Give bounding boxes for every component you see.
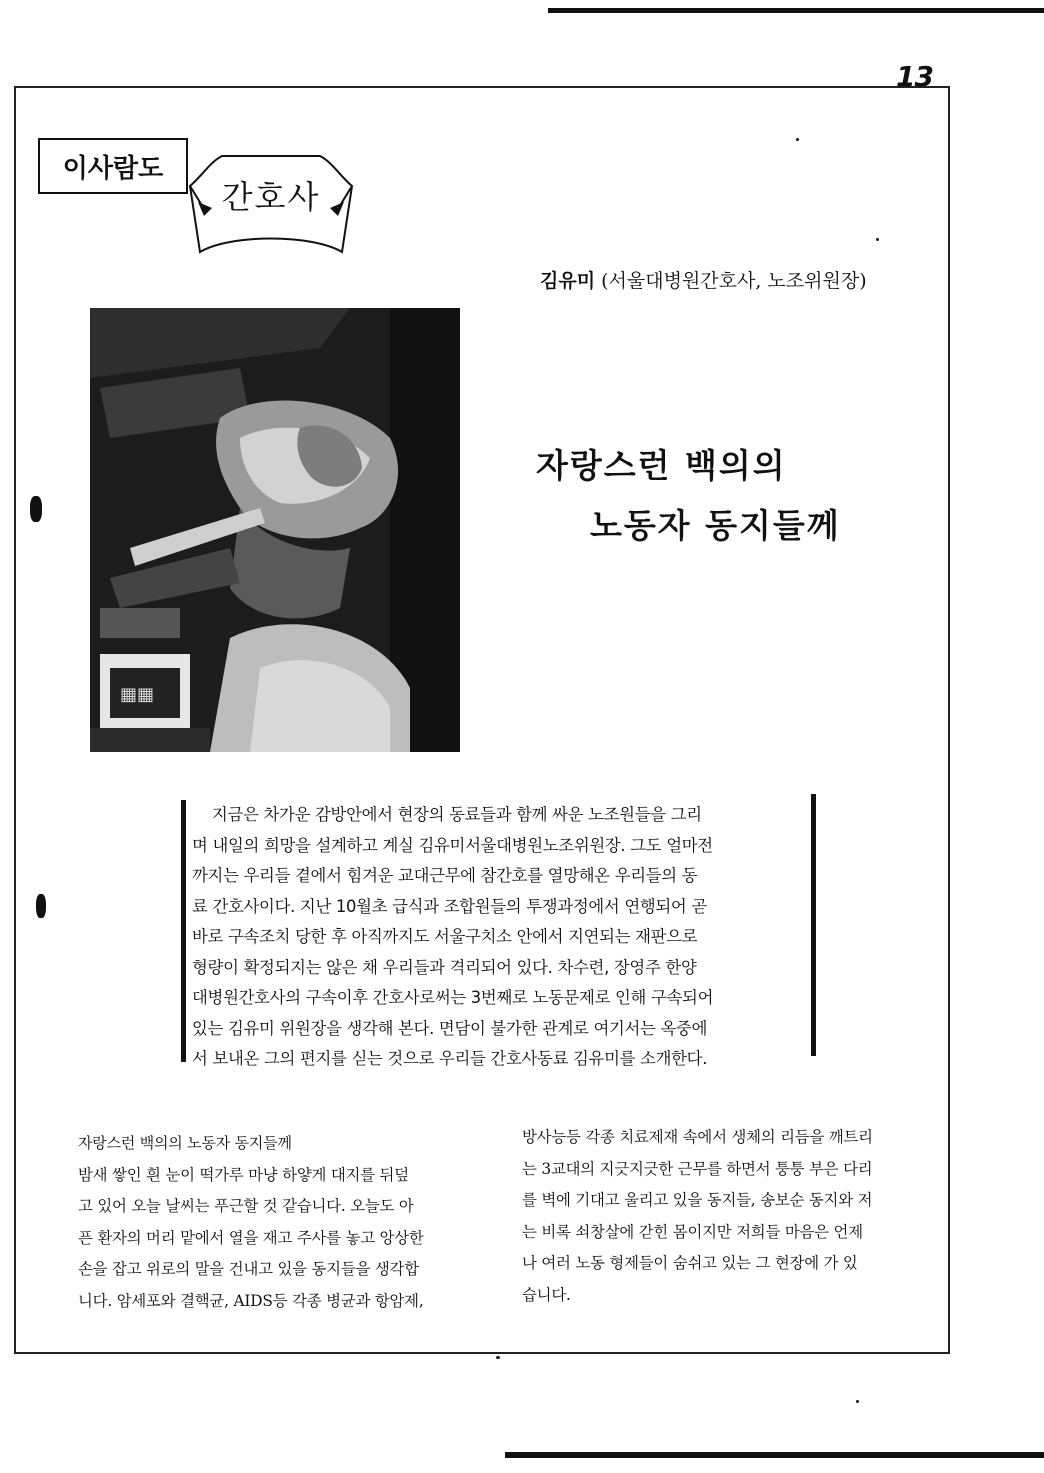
letter-line: 픈 환자의 머리 맡에서 열을 재고 주사를 놓고 앙상한 <box>78 1228 424 1247</box>
letter-line: 손을 잡고 위로의 말을 건내고 있을 동지들을 생각합 <box>78 1260 419 1278</box>
letter-line: 고 있어 오늘 날씨는 푸근할 것 같습니다. 오늘도 아 <box>78 1197 414 1215</box>
letter-line: 는 비록 쇠창살에 갇힌 몸이지만 저희들 마음은 언제 <box>522 1222 863 1241</box>
letter-line: 나 여러 노동 형제들이 숨쉬고 있는 그 현장에 가 있 <box>522 1254 858 1272</box>
intro-line: 대병원간호사의 구속이후 간호사로써는 3번째로 노동문제로 인해 구속되어 <box>192 988 714 1007</box>
intro-line: 까지는 우리들 곁에서 힘겨운 교대근무에 참간호를 열망해온 우리들의 동 <box>192 866 698 885</box>
intro-line: 며 내일의 희망을 설계하고 계실 김유미서울대병원노조위원장. 그도 얼마전 <box>192 835 713 855</box>
banner-label: 간호사 <box>221 178 321 216</box>
intro-left-bar <box>181 800 186 1062</box>
headline-line-2: 노동자 동지들께 <box>590 506 841 545</box>
svg-text:▦▦: ▦▦ <box>120 684 155 705</box>
headline-line-1: 자랑스런 백의의 <box>536 446 787 485</box>
author-name: 김유미 <box>540 270 596 292</box>
letter-line: 밤새 쌓인 흰 눈이 떡가루 마냥 하얗게 대지를 뒤덮 <box>78 1165 409 1184</box>
speck <box>496 1356 500 1359</box>
letter-line: 는 3교대의 지긋지긋한 근무를 하면서 퉁퉁 부은 다리 <box>522 1159 873 1178</box>
letter-column-left <box>78 1128 500 1317</box>
letter-title: 자랑스런 백의의 노동자 동지들께 <box>78 1134 292 1152</box>
nurse-photo <box>90 308 460 752</box>
intro-line: 형량이 확정되지는 않은 채 우리들과 격리되어 있다. 차수련, 장영주 한양 <box>192 957 697 977</box>
binder-mark-2 <box>36 894 46 918</box>
author-affiliation: (서울대병원간호사, 노조위원장) <box>601 270 867 292</box>
letter-line: 습니다. <box>522 1285 571 1304</box>
nurse-photo-image <box>90 308 460 752</box>
intro-right-bar <box>811 794 816 1056</box>
page-number: 13 <box>896 60 933 93</box>
speck <box>796 138 799 141</box>
binder-mark-1 <box>30 496 42 522</box>
series-label: 이사람도 <box>38 138 188 194</box>
speck <box>876 238 879 241</box>
page-frame-left-edge <box>14 86 16 1352</box>
bottom-rule <box>505 1452 1044 1458</box>
intro-line: 지금은 차가운 감방안에서 현장의 동료들과 함께 싸운 노조원들을 그리 <box>212 805 702 824</box>
intro-line: 료 간호사이다. 지난 10월초 급식과 조합원들의 투쟁과정에서 연행되어 곧 <box>192 896 707 916</box>
intro-line: 서 보내온 그의 편지를 싣는 것으로 우리들 간호사동료 김유미를 소개한다. <box>192 1049 708 1068</box>
letter-column-right <box>522 1122 944 1311</box>
byline <box>540 266 867 293</box>
letter-line: 를 벽에 기대고 울리고 있을 동지들, 송보순 동지와 저 <box>522 1191 873 1209</box>
speck <box>856 1400 859 1403</box>
intro-line: 바로 구속조치 당한 후 아직까지도 서울구치소 안에서 지연되는 재판으로 <box>192 927 698 946</box>
intro-paragraph <box>192 800 792 1075</box>
intro-line: 있는 김유미 위원장을 생각해 본다. 면담이 불가한 관계로 여기서는 옥중에 <box>192 1018 708 1038</box>
top-rule <box>548 8 1044 13</box>
letter-line: 니다. 암세포와 결핵균, AIDS등 각종 병균과 항암제, <box>78 1291 424 1310</box>
letter-line: 방사능등 각종 치료제재 속에서 생체의 리듬을 깨트리 <box>522 1128 873 1146</box>
